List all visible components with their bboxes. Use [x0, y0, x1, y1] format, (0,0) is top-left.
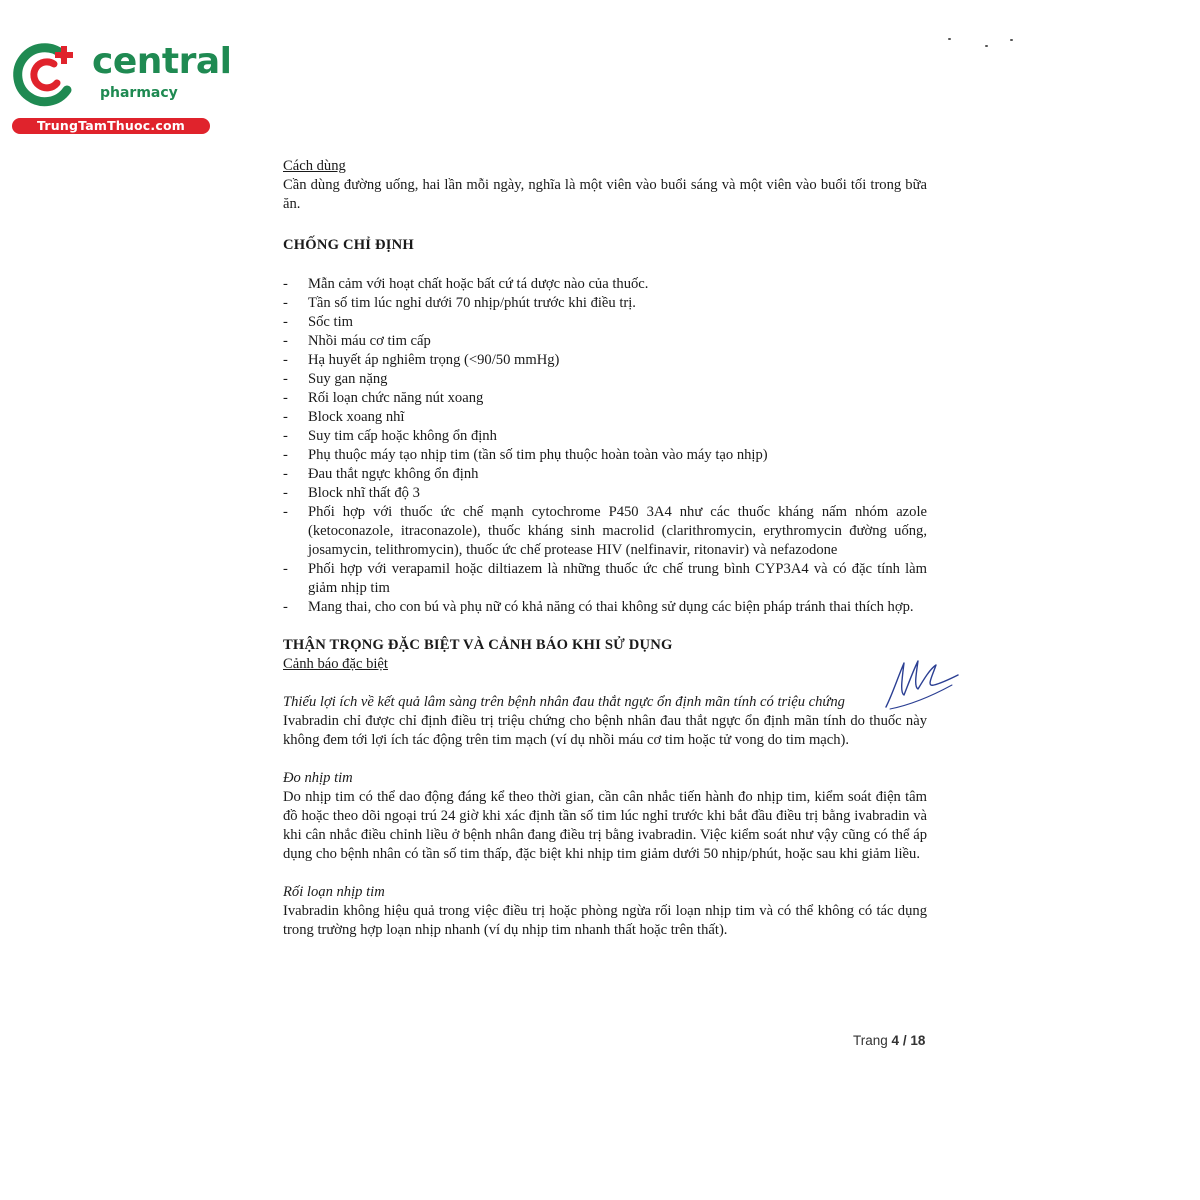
- list-item: - Nhồi máu cơ tim cấp: [283, 332, 927, 351]
- scan-speck: [985, 45, 988, 47]
- list-item: - Block xoang nhĩ: [283, 408, 927, 427]
- list-item: - Sốc tim: [283, 313, 927, 332]
- list-item: - Suy tim cấp hoặc không ổn định: [283, 427, 927, 446]
- list-item: - Rối loạn chức năng nút xoang: [283, 389, 927, 408]
- warning-block-title: Rối loạn nhịp tim: [283, 884, 385, 900]
- list-item: - Mẫn cảm với hoạt chất hoặc bất cứ tá dược nào của thuốc.: [283, 275, 927, 294]
- list-item: - Mang thai, cho con bú và phụ nữ có khả năng có thai không sử dụng các biện pháp tránh thai thích hợp.: [283, 598, 927, 617]
- warnings-title: THẬN TRỌNG ĐẶC BIỆT VÀ CẢNH BÁO KHI SỬ DỤNG: [283, 637, 673, 653]
- warning-block-text: Ivabradin chỉ được chỉ định điều trị triệu chứng cho bệnh nhân đau thắt ngực ổn định mãn tính do thuốc này không đem tới lợi ích tác động trên tim mạch (ví dụ nhồi máu cơ tim hoặc tử vong do tim mạch).: [283, 713, 927, 748]
- list-item: - Block nhĩ thất độ 3: [283, 484, 927, 503]
- list-item: - Phụ thuộc máy tạo nhịp tim (tần số tim phụ thuộc hoàn toàn vào máy tạo nhịp): [283, 446, 927, 465]
- usage-text: Cần dùng đường uống, hai lần mỗi ngày, nghĩa là một viên vào buổi sáng và một viên vào buổi tối trong bữa ăn.: [283, 177, 927, 212]
- warning-block-title: Thiếu lợi ích về kết quả lâm sàng trên bệnh nhân đau thắt ngực ổn định mãn tính có triệu chứng: [283, 694, 845, 710]
- page-current: 4: [891, 1033, 900, 1048]
- logo-banner: TrungTamThuoc.com: [12, 118, 210, 134]
- list-item: - Tần số tim lúc nghỉ dưới 70 nhịp/phút trước khi điều trị.: [283, 294, 927, 313]
- central-pharmacy-logo: [10, 38, 232, 138]
- document-body: [283, 157, 927, 940]
- list-item: - Suy gan nặng: [283, 370, 927, 389]
- list-item: - Đau thắt ngực không ổn định: [283, 465, 927, 484]
- list-item: - Hạ huyết áp nghiêm trọng (<90/50 mmHg): [283, 351, 927, 370]
- contraindications-list: [283, 275, 927, 617]
- page-number: [853, 1033, 925, 1049]
- warning-block-title: Đo nhịp tim: [283, 770, 353, 786]
- list-item: - Phối hợp với verapamil hoặc diltiazem là những thuốc ức chế trung bình CYP3A4 và có đặc tính làm giảm nhịp tim: [283, 560, 927, 598]
- scan-speck: [1010, 39, 1013, 41]
- warning-block-text: Do nhịp tim có thể dao động đáng kể theo thời gian, cần cân nhắc tiến hành đo nhịp tim, kiểm soát điện tâm đồ hoặc theo dõi ngoại trú 24 giờ khi xác định tần số tim lúc nghỉ trước khi bắt đầu điều trị bằng ivabradin và khi cân nhắc điều chỉnh liều ở bệnh nhân đang điều trị bằng ivabradin. Việc kiểm soát như vậy cũng có thể áp dụng cho bệnh nhân có tần số tim thấp, đặc biệt khi nhịp tim giảm dưới 50 nhịp/phút, hoặc sau khi giảm liều.: [283, 789, 927, 862]
- page-separator: /: [902, 1033, 907, 1048]
- usage-heading: Cách dùng: [283, 158, 346, 174]
- logo-subtitle: pharmacy: [100, 85, 178, 101]
- page-label: Trang: [853, 1033, 888, 1048]
- handwritten-signature: [880, 655, 962, 713]
- list-item: - Phối hợp với thuốc ức chế mạnh cytochrome P450 3A4 như các thuốc kháng nấm nhóm azole (ketoconazole, itraconazole), thuốc kháng sinh macrolid (clarithromycin, erythromycin đường uống, josamycin, telithromycin), thuốc ức chế protease HIV (nelfinavir, ritonavir) và nefazodone: [283, 503, 927, 560]
- contraindications-title: CHỐNG CHỈ ĐỊNH: [283, 237, 414, 253]
- warning-block-text: Ivabradin không hiệu quả trong việc điều trị hoặc phòng ngừa rối loạn nhịp tim và có thể không có tác dụng trong trường hợp loạn nhịp nhanh (ví dụ nhịp tim nhanh thất hoặc trên thất).: [283, 903, 927, 938]
- warnings-subheading: Cảnh báo đặc biệt: [283, 656, 388, 672]
- scan-speck: [948, 38, 951, 40]
- pharmacy-cross-icon: [10, 38, 84, 112]
- logo-brand: central: [92, 41, 232, 82]
- page-total: 18: [910, 1033, 926, 1048]
